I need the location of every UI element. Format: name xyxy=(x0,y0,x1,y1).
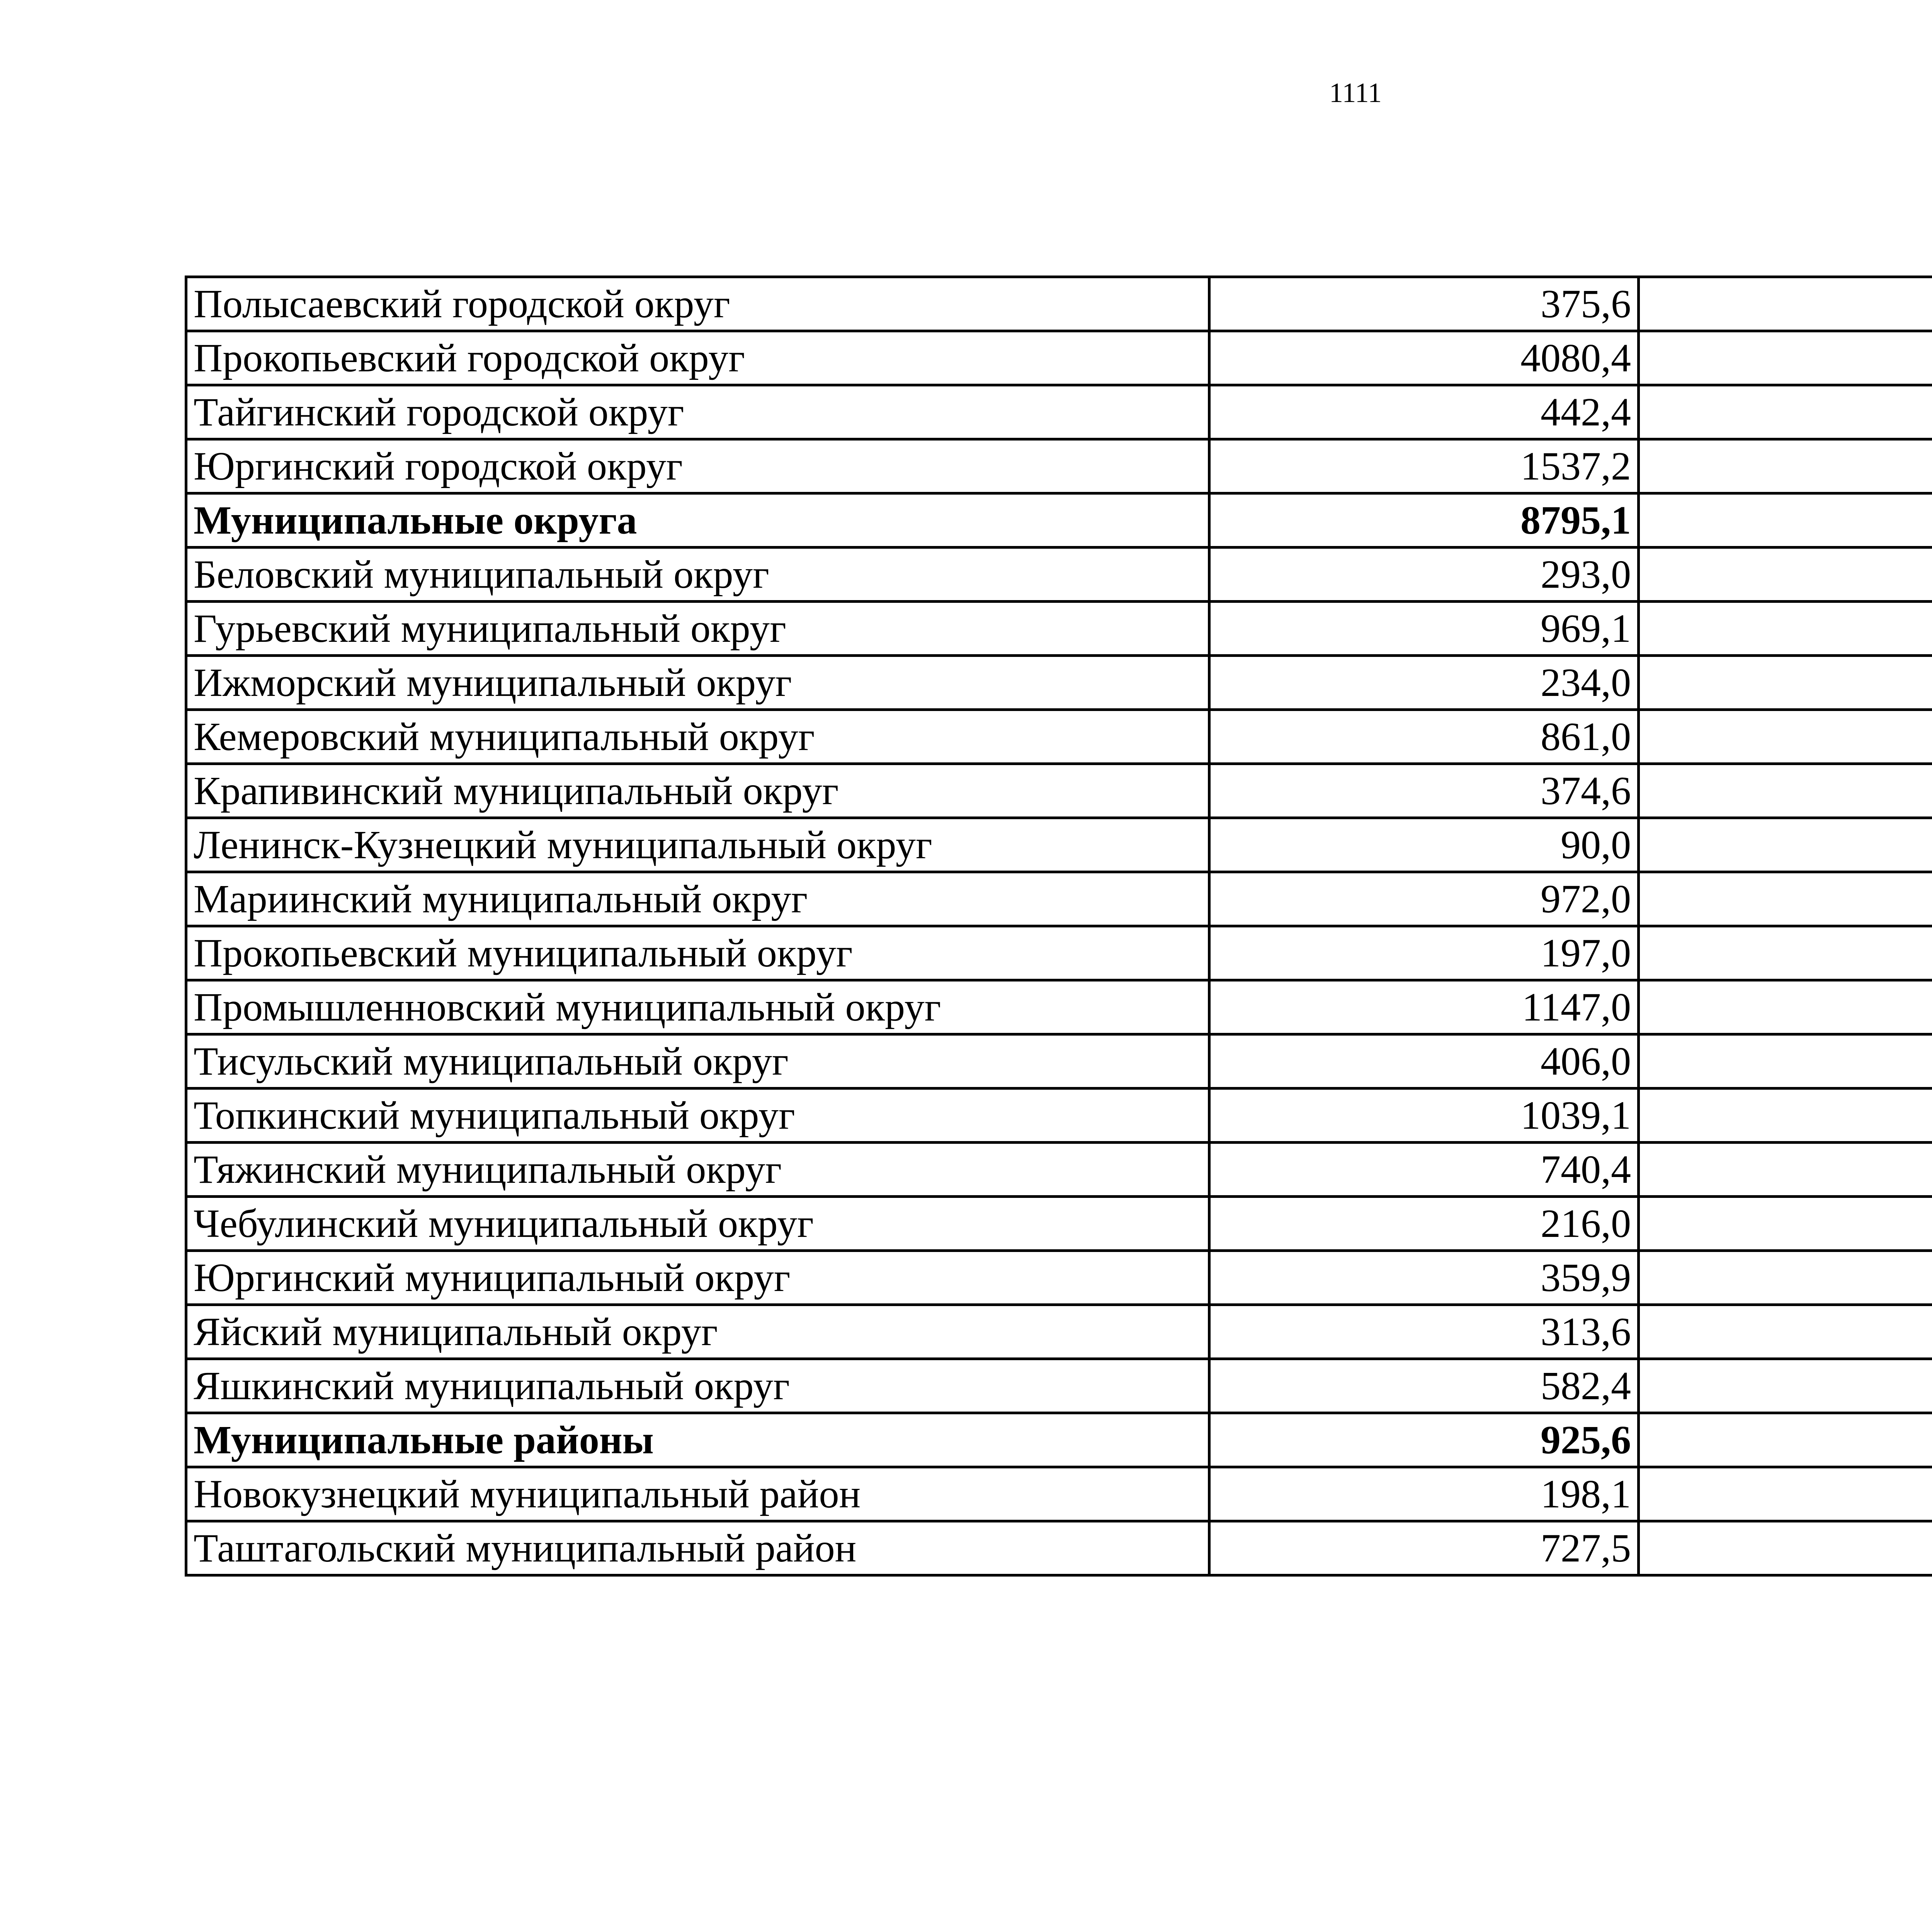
row-name-cell: Муниципальные округа xyxy=(186,493,1209,548)
row-value-1-cell: 90,0 xyxy=(1209,818,1639,872)
row-value-2-cell xyxy=(1639,277,1932,331)
row-value-2-cell xyxy=(1639,1467,1932,1521)
row-value-2-cell xyxy=(1639,385,1932,439)
row-value-2-cell xyxy=(1639,1143,1932,1197)
row-value-2-cell xyxy=(1639,926,1932,980)
row-value-2-cell xyxy=(1639,331,1932,385)
row-name-cell: Гурьевский муниципальный округ xyxy=(186,602,1209,656)
row-name-cell: Чебулинский муниципальный округ xyxy=(186,1197,1209,1251)
table-row xyxy=(186,980,1932,1034)
table-row xyxy=(186,331,1932,385)
page-number: 1111 xyxy=(1329,77,1382,108)
budget-table xyxy=(185,276,1932,1577)
row-value-2-cell xyxy=(1639,656,1932,710)
row-name-cell: Тисульский муниципальный округ xyxy=(186,1034,1209,1089)
table-row xyxy=(186,818,1932,872)
row-name-cell: Крапивинский муниципальный округ xyxy=(186,764,1209,818)
table-row xyxy=(186,1197,1932,1251)
row-value-2-cell xyxy=(1639,493,1932,548)
row-name-cell: Яйский муниципальный округ xyxy=(186,1305,1209,1359)
row-value-2-cell xyxy=(1639,1251,1932,1305)
row-name-cell: Топкинский муниципальный округ xyxy=(186,1089,1209,1143)
row-value-1-cell: 8795,1 xyxy=(1209,493,1639,548)
row-value-2-cell xyxy=(1639,1359,1932,1413)
row-value-1-cell: 216,0 xyxy=(1209,1197,1639,1251)
row-value-1-cell: 582,4 xyxy=(1209,1359,1639,1413)
row-name-cell: Тайгинский городской округ xyxy=(186,385,1209,439)
row-name-cell: Тяжинский муниципальный округ xyxy=(186,1143,1209,1197)
row-value-1-cell: 969,1 xyxy=(1209,602,1639,656)
row-value-1-cell: 374,6 xyxy=(1209,764,1639,818)
row-name-cell: Ижморский муниципальный округ xyxy=(186,656,1209,710)
row-value-2-cell xyxy=(1639,439,1932,493)
row-name-cell: Ленинск-Кузнецкий муниципальный округ xyxy=(186,818,1209,872)
row-name-cell: Полысаевский городской округ xyxy=(186,277,1209,331)
row-value-1-cell: 313,6 xyxy=(1209,1305,1639,1359)
table-row xyxy=(186,710,1932,764)
table-row xyxy=(186,1467,1932,1521)
row-value-1-cell: 375,6 xyxy=(1209,277,1639,331)
table-row xyxy=(186,385,1932,439)
row-name-cell: Промышленновский муниципальный округ xyxy=(186,980,1209,1034)
table-row xyxy=(186,656,1932,710)
row-value-2-cell xyxy=(1639,872,1932,926)
row-name-cell: Юргинский муниципальный округ xyxy=(186,1251,1209,1305)
row-value-2-cell xyxy=(1639,1413,1932,1467)
table-row xyxy=(186,1089,1932,1143)
table-row xyxy=(186,1521,1932,1575)
row-value-1-cell: 359,9 xyxy=(1209,1251,1639,1305)
row-name-cell: Юргинский городской округ xyxy=(186,439,1209,493)
row-value-2-cell xyxy=(1639,548,1932,602)
table-row xyxy=(186,602,1932,656)
row-value-2-cell xyxy=(1639,1034,1932,1089)
table-row xyxy=(186,277,1932,331)
table-row xyxy=(186,1305,1932,1359)
row-value-1-cell: 972,0 xyxy=(1209,872,1639,926)
row-name-cell: Прокопьевский муниципальный округ xyxy=(186,926,1209,980)
table-row-subtotal xyxy=(186,1413,1932,1467)
row-value-1-cell: 234,0 xyxy=(1209,656,1639,710)
row-value-1-cell: 198,1 xyxy=(1209,1467,1639,1521)
row-name-cell: Новокузнецкий муниципальный район xyxy=(186,1467,1209,1521)
row-name-cell: Мариинский муниципальный округ xyxy=(186,872,1209,926)
row-value-2-cell xyxy=(1639,818,1932,872)
table-row xyxy=(186,1034,1932,1089)
row-value-2-cell xyxy=(1639,764,1932,818)
table-row xyxy=(186,926,1932,980)
table-row xyxy=(186,548,1932,602)
table-row xyxy=(186,1143,1932,1197)
row-name-cell: Беловский муниципальный округ xyxy=(186,548,1209,602)
row-value-1-cell: 740,4 xyxy=(1209,1143,1639,1197)
table-row xyxy=(186,872,1932,926)
row-value-1-cell: 1147,0 xyxy=(1209,980,1639,1034)
row-value-1-cell: 1537,2 xyxy=(1209,439,1639,493)
row-value-2-cell xyxy=(1639,602,1932,656)
row-value-1-cell: 925,6 xyxy=(1209,1413,1639,1467)
row-name-cell: Прокопьевский городской округ xyxy=(186,331,1209,385)
row-name-cell: Таштагольский муниципальный район xyxy=(186,1521,1209,1575)
table-row xyxy=(186,764,1932,818)
row-name-cell: Муниципальные районы xyxy=(186,1413,1209,1467)
row-value-2-cell xyxy=(1639,980,1932,1034)
row-value-2-cell xyxy=(1639,710,1932,764)
row-name-cell: Кемеровский муниципальный округ xyxy=(186,710,1209,764)
row-value-1-cell: 4080,4 xyxy=(1209,331,1639,385)
table-row xyxy=(186,1359,1932,1413)
row-value-2-cell xyxy=(1639,1305,1932,1359)
row-value-1-cell: 406,0 xyxy=(1209,1034,1639,1089)
row-value-2-cell xyxy=(1639,1197,1932,1251)
row-value-1-cell: 1039,1 xyxy=(1209,1089,1639,1143)
row-name-cell: Яшкинский муниципальный округ xyxy=(186,1359,1209,1413)
row-value-1-cell: 197,0 xyxy=(1209,926,1639,980)
row-value-1-cell: 442,4 xyxy=(1209,385,1639,439)
row-value-2-cell xyxy=(1639,1521,1932,1575)
row-value-2-cell xyxy=(1639,1089,1932,1143)
row-value-1-cell: 293,0 xyxy=(1209,548,1639,602)
table-row-subtotal xyxy=(186,493,1932,548)
row-value-1-cell: 861,0 xyxy=(1209,710,1639,764)
row-value-1-cell: 727,5 xyxy=(1209,1521,1639,1575)
table-body xyxy=(186,277,1932,1575)
table-row xyxy=(186,439,1932,493)
table-row xyxy=(186,1251,1932,1305)
